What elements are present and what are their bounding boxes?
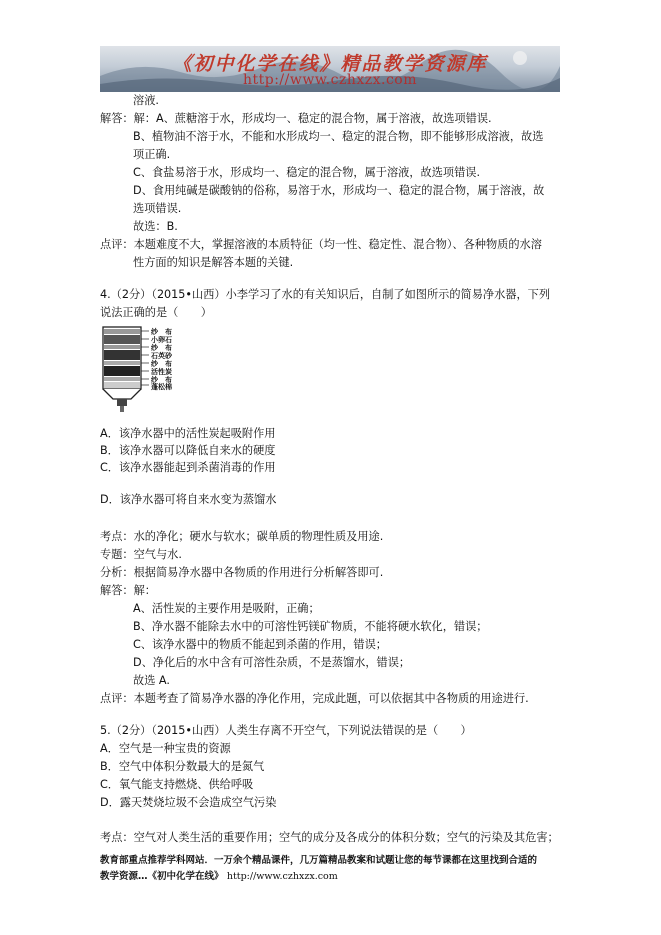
figure-label: 纱 布 bbox=[151, 344, 172, 352]
text-line: 溶液. bbox=[133, 94, 159, 107]
text-line: 解答：解： bbox=[100, 584, 156, 597]
text-line: D、食用纯碱是碳酸钠的俗称，易溶于水，形成均一、稳定的混合物，属于溶液，故 bbox=[133, 184, 545, 197]
text-line: C、食盐易溶于水，形成均一、稳定的混合物，属于溶液，故选项错误. bbox=[133, 166, 480, 179]
footer-link[interactable]: http://www.czhxzx.com bbox=[226, 871, 338, 882]
text-line: 专题：空气与水. bbox=[100, 548, 182, 561]
text-line: C、该净水器中的物质不能起到杀菌的作用，错误； bbox=[133, 638, 387, 651]
figure-label: 蓬松棉 bbox=[151, 383, 172, 391]
text-line: 点评：本题考查了简易净水器的净化作用，完成此题，可以依据其中各物质的用途进行. bbox=[100, 692, 529, 705]
option-a: A．该净水器中的活性炭起吸附作用 bbox=[100, 427, 276, 440]
text-line: B、净水器不能除去水中的可溶性钙镁矿物质，不能将硬水软化，错误； bbox=[133, 620, 488, 633]
text-line: A、活性炭的主要作用是吸附，正确； bbox=[133, 602, 320, 615]
text-line: 故选 A. bbox=[133, 674, 170, 687]
text-line: 解答：解：A、蔗糖溶于水，形成均一、稳定的混合物，属于溶液，故选项错误. bbox=[100, 112, 492, 125]
option-b: B．空气中体积分数最大的是氮气 bbox=[100, 760, 265, 773]
figure-label: 小卵石 bbox=[151, 336, 172, 344]
water-filter-figure bbox=[101, 325, 201, 421]
text-line: 分析：根据简易净水器中各物质的作用进行分析解答即可. bbox=[100, 566, 384, 579]
option-c: C．该净水器能起到杀菌消毒的作用 bbox=[100, 461, 276, 474]
figure-label: 活性炭 bbox=[151, 368, 172, 376]
text-line: 故选：B. bbox=[133, 220, 178, 233]
text-line: 选项错误. bbox=[133, 202, 182, 215]
footer-line bbox=[100, 868, 338, 882]
text-line: 考点：空气对人类生活的重要作用；空气的成分及各成分的体积分数；空气的污染及其危害； bbox=[100, 831, 559, 844]
question-stem: 5.（2分）（2015•山西）人类生存离不开空气，下列说法错误的是（ ） bbox=[100, 724, 472, 737]
text-line: 项正确. bbox=[133, 148, 171, 161]
question-stem: 4.（2分）（2015•山西）小李学习了水的有关知识后，自制了如图所示的简易净水器，下列 bbox=[100, 288, 551, 301]
footer-text: 教学资源…《初中化学在线》 bbox=[100, 871, 224, 882]
option-d: D．露天焚烧垃圾不会造成空气污染 bbox=[100, 796, 277, 809]
option-b: B．该净水器可以降低自来水的硬度 bbox=[100, 444, 276, 457]
text-line: 点评：本题难度不大，掌握溶液的本质特征（均一性、稳定性、混合物）、各种物质的水溶 bbox=[100, 238, 542, 251]
text-line: D、净化后的水中含有可溶性杂质，不是蒸馏水，错误； bbox=[133, 656, 411, 669]
figure-label: 石英砂 bbox=[151, 352, 172, 360]
option-c: C．氧气能支持燃烧、供给呼吸 bbox=[100, 778, 254, 791]
text-line: B、植物油不溶于水，不能和水形成均一、稳定的混合物，即不能够形成溶液，故选 bbox=[133, 130, 544, 143]
figure-label: 纱 布 bbox=[151, 376, 172, 384]
figure-label: 纱 布 bbox=[151, 360, 172, 368]
banner-title: 《初中化学在线》精品教学资源库 bbox=[172, 53, 488, 75]
footer-line: 教育部重点推荐学科网站．一万余个精品课件，几万篇精品教案和试题让您的每节课都在这里找到合适的 bbox=[100, 855, 538, 866]
text-line: 性方面的知识是解答本题的关键. bbox=[133, 256, 294, 269]
site-banner bbox=[100, 46, 560, 92]
figure-label: 纱 布 bbox=[151, 328, 172, 336]
text-line: 考点：水的净化；硬水与软水；碳单质的物理性质及用途. bbox=[100, 530, 384, 543]
option-a: A．空气是一种宝贵的资源 bbox=[100, 742, 231, 755]
banner-url[interactable]: http://www.czhxzx.com bbox=[242, 72, 417, 88]
option-d: D．该净水器可将自来水变为蒸馏水 bbox=[100, 493, 277, 506]
question-stem: 说法正确的是（ ） bbox=[100, 306, 212, 319]
